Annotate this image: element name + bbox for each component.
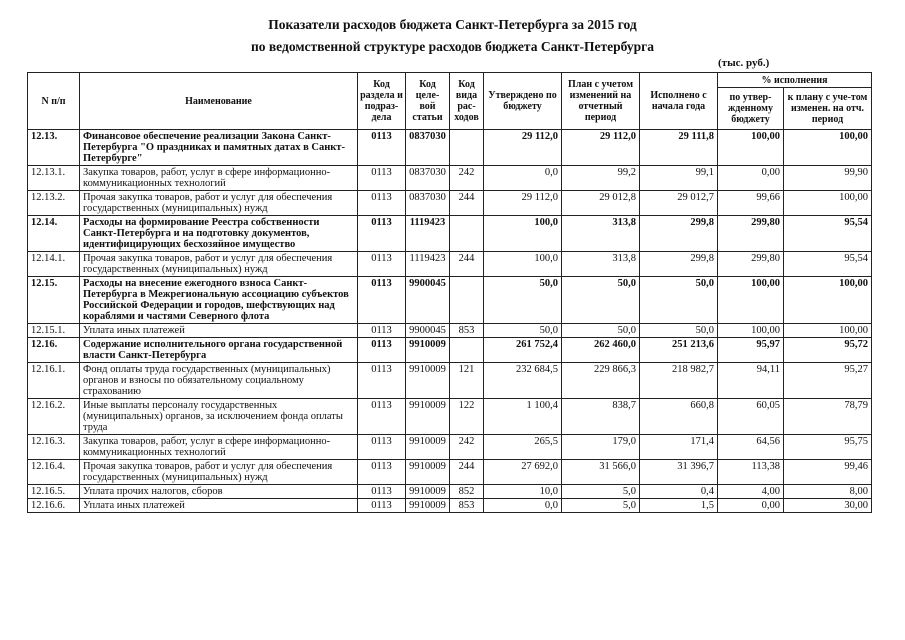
cell-plan: 99,2 bbox=[562, 166, 640, 191]
cell-section: 0113 bbox=[358, 191, 406, 216]
header-pct-approved: по утвер-жденному бюджету bbox=[718, 88, 784, 130]
cell-num: 12.16.5. bbox=[28, 485, 80, 499]
cell-pct-plan: 95,72 bbox=[784, 338, 872, 363]
cell-executed: 50,0 bbox=[640, 324, 718, 338]
document-title: Показатели расходов бюджета Санкт-Петербурга за 2015 год bbox=[268, 17, 637, 32]
cell-article: 1119423 bbox=[406, 216, 450, 252]
cell-approved: 29 112,0 bbox=[484, 191, 562, 216]
cell-num: 12.13. bbox=[28, 130, 80, 166]
cell-pct-approved: 0,00 bbox=[718, 499, 784, 513]
cell-pct-approved: 100,00 bbox=[718, 130, 784, 166]
cell-plan: 262 460,0 bbox=[562, 338, 640, 363]
cell-pct-approved: 64,56 bbox=[718, 435, 784, 460]
cell-section: 0113 bbox=[358, 363, 406, 399]
cell-num: 12.13.2. bbox=[28, 191, 80, 216]
cell-approved: 232 684,5 bbox=[484, 363, 562, 399]
cell-num: 12.16.3. bbox=[28, 435, 80, 460]
cell-num: 12.16.6. bbox=[28, 499, 80, 513]
cell-section: 0113 bbox=[358, 166, 406, 191]
cell-section: 0113 bbox=[358, 130, 406, 166]
cell-kind bbox=[450, 216, 484, 252]
cell-pct-plan: 8,00 bbox=[784, 485, 872, 499]
cell-kind bbox=[450, 277, 484, 324]
cell-approved: 100,0 bbox=[484, 252, 562, 277]
cell-kind: 244 bbox=[450, 252, 484, 277]
cell-approved: 10,0 bbox=[484, 485, 562, 499]
cell-pct-plan: 100,00 bbox=[784, 324, 872, 338]
cell-name: Финансовое обеспечение реализации Закона Санкт-Петербурга "О праздниках и памятных датах в Санкт-Петербурге" bbox=[80, 130, 358, 166]
cell-section: 0113 bbox=[358, 435, 406, 460]
cell-pct-approved: 95,97 bbox=[718, 338, 784, 363]
cell-section: 0113 bbox=[358, 485, 406, 499]
cell-name: Уплата прочих налогов, сборов bbox=[80, 485, 358, 499]
cell-kind: 121 bbox=[450, 363, 484, 399]
table-row bbox=[28, 399, 872, 435]
cell-plan: 838,7 bbox=[562, 399, 640, 435]
table-row bbox=[28, 252, 872, 277]
table-row bbox=[28, 485, 872, 499]
cell-article: 9900045 bbox=[406, 324, 450, 338]
cell-section: 0113 bbox=[358, 252, 406, 277]
cell-approved: 100,0 bbox=[484, 216, 562, 252]
table-row bbox=[28, 338, 872, 363]
cell-section: 0113 bbox=[358, 338, 406, 363]
cell-executed: 171,4 bbox=[640, 435, 718, 460]
cell-approved: 1 100,4 bbox=[484, 399, 562, 435]
table-row bbox=[28, 460, 872, 485]
cell-kind: 244 bbox=[450, 191, 484, 216]
cell-name: Закупка товаров, работ, услуг в сфере информационно-коммуникационных технологий bbox=[80, 166, 358, 191]
cell-pct-plan: 95,54 bbox=[784, 252, 872, 277]
cell-article: 9910009 bbox=[406, 399, 450, 435]
cell-name: Расходы на формирование Реестра собственности Санкт-Петербурга и на подготовку документов, идентифицирующих бесхозяйное имущество bbox=[80, 216, 358, 252]
cell-executed: 29 012,7 bbox=[640, 191, 718, 216]
table-row bbox=[28, 191, 872, 216]
cell-article: 0837030 bbox=[406, 191, 450, 216]
header-name: Наименование bbox=[80, 73, 358, 130]
cell-article: 9910009 bbox=[406, 338, 450, 363]
units-label: (тыс. руб.) bbox=[718, 57, 770, 69]
cell-approved: 0,0 bbox=[484, 166, 562, 191]
cell-kind: 242 bbox=[450, 166, 484, 191]
cell-name: Содержание исполнительного органа государственной власти Санкт-Петербурга bbox=[80, 338, 358, 363]
header-section: Код раздела и подраз-дела bbox=[358, 73, 406, 130]
table-row bbox=[28, 216, 872, 252]
cell-kind bbox=[450, 130, 484, 166]
cell-executed: 0,4 bbox=[640, 485, 718, 499]
table-row bbox=[28, 277, 872, 324]
table-row bbox=[28, 435, 872, 460]
cell-article: 9910009 bbox=[406, 485, 450, 499]
cell-approved: 50,0 bbox=[484, 277, 562, 324]
cell-pct-approved: 60,05 bbox=[718, 399, 784, 435]
cell-num: 12.15.1. bbox=[28, 324, 80, 338]
cell-approved: 265,5 bbox=[484, 435, 562, 460]
cell-article: 0837030 bbox=[406, 166, 450, 191]
header-row bbox=[28, 73, 872, 88]
cell-section: 0113 bbox=[358, 324, 406, 338]
table-row bbox=[28, 166, 872, 191]
cell-pct-approved: 4,00 bbox=[718, 485, 784, 499]
cell-num: 12.13.1. bbox=[28, 166, 80, 191]
cell-section: 0113 bbox=[358, 399, 406, 435]
cell-pct-approved: 99,66 bbox=[718, 191, 784, 216]
cell-kind: 853 bbox=[450, 499, 484, 513]
cell-executed: 99,1 bbox=[640, 166, 718, 191]
cell-name: Фонд оплаты труда государственных (муниципальных) органов и взносы по обязательному социальному страхованию bbox=[80, 363, 358, 399]
cell-plan: 31 566,0 bbox=[562, 460, 640, 485]
cell-num: 12.14. bbox=[28, 216, 80, 252]
cell-kind: 852 bbox=[450, 485, 484, 499]
cell-approved: 261 752,4 bbox=[484, 338, 562, 363]
cell-kind bbox=[450, 338, 484, 363]
cell-approved: 27 692,0 bbox=[484, 460, 562, 485]
cell-plan: 229 866,3 bbox=[562, 363, 640, 399]
header-executed: Исполнено с начала года bbox=[640, 73, 718, 130]
cell-name: Расходы на внесение ежегодного взноса Санкт-Петербурга в Межрегиональную ассоциацию субъектов Российской Федерации и городов, шефствующих над кораблями и частями Северного флота bbox=[80, 277, 358, 324]
table-body bbox=[28, 130, 872, 513]
cell-article: 1119423 bbox=[406, 252, 450, 277]
cell-executed: 299,8 bbox=[640, 252, 718, 277]
header-percent: % исполнения bbox=[718, 73, 872, 88]
cell-num: 12.16.2. bbox=[28, 399, 80, 435]
cell-num: 12.15. bbox=[28, 277, 80, 324]
cell-name: Уплата иных платежей bbox=[80, 499, 358, 513]
header-article: Код целе-вой статьи bbox=[406, 73, 450, 130]
cell-num: 12.14.1. bbox=[28, 252, 80, 277]
cell-executed: 1,5 bbox=[640, 499, 718, 513]
cell-pct-approved: 94,11 bbox=[718, 363, 784, 399]
cell-name: Закупка товаров, работ, услуг в сфере информационно-коммуникационных технологий bbox=[80, 435, 358, 460]
cell-name: Прочая закупка товаров, работ и услуг для обеспечения государственных (муниципальных) нужд bbox=[80, 460, 358, 485]
cell-num: 12.16.1. bbox=[28, 363, 80, 399]
cell-plan: 50,0 bbox=[562, 324, 640, 338]
cell-num: 12.16.4. bbox=[28, 460, 80, 485]
cell-name: Уплата иных платежей bbox=[80, 324, 358, 338]
cell-executed: 299,8 bbox=[640, 216, 718, 252]
cell-article: 9900045 bbox=[406, 277, 450, 324]
cell-section: 0113 bbox=[358, 499, 406, 513]
cell-pct-plan: 100,00 bbox=[784, 277, 872, 324]
cell-plan: 29 112,0 bbox=[562, 130, 640, 166]
cell-article: 9910009 bbox=[406, 499, 450, 513]
header-pct-plan: к плану с уче-том изменен. на отч. период bbox=[784, 88, 872, 130]
cell-article: 9910009 bbox=[406, 363, 450, 399]
cell-approved: 0,0 bbox=[484, 499, 562, 513]
cell-plan: 313,8 bbox=[562, 252, 640, 277]
cell-executed: 218 982,7 bbox=[640, 363, 718, 399]
cell-kind: 122 bbox=[450, 399, 484, 435]
cell-kind: 853 bbox=[450, 324, 484, 338]
cell-name: Прочая закупка товаров, работ и услуг для обеспечения государственных (муниципальных) нужд bbox=[80, 191, 358, 216]
cell-pct-plan: 95,54 bbox=[784, 216, 872, 252]
document-subtitle: по ведомственной структуре расходов бюджета Санкт-Петербурга bbox=[250, 39, 655, 54]
cell-pct-plan: 99,90 bbox=[784, 166, 872, 191]
cell-plan: 179,0 bbox=[562, 435, 640, 460]
cell-section: 0113 bbox=[358, 460, 406, 485]
cell-article: 0837030 bbox=[406, 130, 450, 166]
cell-section: 0113 bbox=[358, 277, 406, 324]
cell-approved: 50,0 bbox=[484, 324, 562, 338]
cell-plan: 5,0 bbox=[562, 499, 640, 513]
cell-executed: 660,8 bbox=[640, 399, 718, 435]
cell-executed: 50,0 bbox=[640, 277, 718, 324]
cell-approved: 29 112,0 bbox=[484, 130, 562, 166]
cell-pct-approved: 299,80 bbox=[718, 216, 784, 252]
cell-pct-plan: 100,00 bbox=[784, 130, 872, 166]
cell-pct-plan: 78,79 bbox=[784, 399, 872, 435]
header-num: N п/п bbox=[28, 73, 80, 130]
cell-pct-approved: 0,00 bbox=[718, 166, 784, 191]
cell-plan: 29 012,8 bbox=[562, 191, 640, 216]
cell-pct-approved: 100,00 bbox=[718, 324, 784, 338]
cell-article: 9910009 bbox=[406, 435, 450, 460]
cell-plan: 5,0 bbox=[562, 485, 640, 499]
table-row bbox=[28, 324, 872, 338]
cell-num: 12.16. bbox=[28, 338, 80, 363]
cell-plan: 50,0 bbox=[562, 277, 640, 324]
header-kind: Код вида рас-ходов bbox=[450, 73, 484, 130]
cell-pct-plan: 95,27 bbox=[784, 363, 872, 399]
cell-pct-approved: 100,00 bbox=[718, 277, 784, 324]
header-plan: План с учетом изменений на отчетный период bbox=[562, 73, 640, 130]
cell-executed: 29 111,8 bbox=[640, 130, 718, 166]
table-row bbox=[28, 363, 872, 399]
cell-kind: 242 bbox=[450, 435, 484, 460]
cell-pct-approved: 113,38 bbox=[718, 460, 784, 485]
cell-plan: 313,8 bbox=[562, 216, 640, 252]
cell-executed: 31 396,7 bbox=[640, 460, 718, 485]
cell-pct-plan: 100,00 bbox=[784, 191, 872, 216]
cell-pct-approved: 299,80 bbox=[718, 252, 784, 277]
cell-name: Иные выплаты персоналу государственных (муниципальных) органов, за исключением фонда оплаты труда bbox=[80, 399, 358, 435]
cell-executed: 251 213,6 bbox=[640, 338, 718, 363]
cell-section: 0113 bbox=[358, 216, 406, 252]
cell-pct-plan: 95,75 bbox=[784, 435, 872, 460]
cell-pct-plan: 30,00 bbox=[784, 499, 872, 513]
budget-table bbox=[27, 72, 872, 513]
cell-kind: 244 bbox=[450, 460, 484, 485]
header-approved: Утверждено по бюджету bbox=[484, 73, 562, 130]
cell-pct-plan: 99,46 bbox=[784, 460, 872, 485]
table-row bbox=[28, 499, 872, 513]
cell-article: 9910009 bbox=[406, 460, 450, 485]
table-row bbox=[28, 130, 872, 166]
cell-name: Прочая закупка товаров, работ и услуг для обеспечения государственных (муниципальных) нужд bbox=[80, 252, 358, 277]
